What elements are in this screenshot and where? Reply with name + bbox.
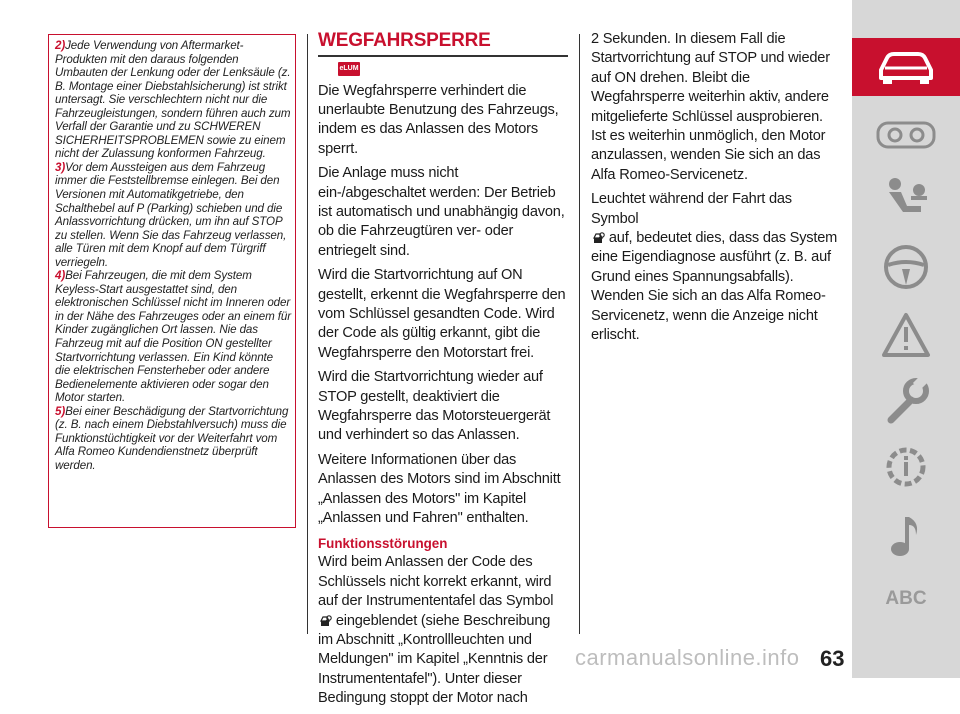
body-paragraph: Die Anlage muss nicht ein-/abgeschaltet werden: Der Betrieb ist automatisch und unabhängig davon, ob die Fahrzeugtüren ver- oder entriegelt sind. [318, 165, 565, 259]
body-paragraph: Die Wegfahrsperre verhindert die unerlaubte Benutzung des Fahrzeugs, indem es das Anlassen des Motors sperrt. [318, 82, 559, 157]
steering-wheel-icon [882, 243, 930, 291]
dashboard-icon [875, 118, 937, 152]
warning-triangle-icon [881, 312, 931, 358]
body-paragraph: Wird die Startvorrichtung auf ON gestellt, erkennt die Wegfahrsperre den vom Schlüssel gesandten Code. Wird der Code als gültig erkannt, gibt die Wegfahrsperre den Motorstart frei. [318, 267, 566, 361]
body-paragraph: Weitere Informationen über das Anlassen des Motors sind im Abschnitt „Anlassen des Motors" im Kapitel „Anlassen und Fahren" enthalten. [318, 451, 561, 527]
body-paragraph: 2 Sekunden. In diesem Fall die Startvorrichtung auf STOP und wieder auf ON drehen. Bleibt die Wegfahrsperre weiterhin aktiv, andere mitgelieferte Schlüssel ausprobieren. Ist es weiterhin unmöglich, den Motor anzulassen, wenden Sie sich an das Alfa Romeo-Servicenetz. [591, 31, 830, 183]
section-title: WEGFAHRSPERRE [318, 30, 491, 51]
body-paragraph: Leuchtet während der Fahrt das Symbol auf, bedeutet dies, dass das System eine Eigendiagnose ausführt (z. B. auf Grund eines Spannungsabfalls). Wenden Sie sich an das Alfa Romeo-Servicenetz, wenn die Anzeige nicht erlischt. [591, 191, 838, 344]
subheading: Funktionsstörungen [318, 536, 448, 552]
sidebar-item-technical-data[interactable] [852, 438, 960, 496]
immobilizer-warning-icon [591, 231, 605, 244]
section-column [318, 30, 568, 714]
sidebar-item-dashboard[interactable] [852, 106, 960, 164]
elum-badge-label: eLUM [338, 62, 360, 76]
abc-index-label: ABC [885, 588, 927, 609]
music-note-icon [886, 511, 926, 559]
sidebar-item-steering[interactable] [852, 238, 960, 296]
sidebar-item-maintenance[interactable] [852, 372, 960, 430]
sidebar-item-car[interactable] [852, 38, 960, 96]
sidebar-item-safety[interactable] [852, 170, 960, 228]
note-item: 4)Bei Fahrzeugen, die mit dem System Keyless-Start ausgestattet sind, den elektronischen Schlüssel nicht im Inneren oder in der Nähe des Fahrzeuges oder an einem für Kinder zugänglichen Ort lassen. Nie das Fahrzeug mit auf die Position ON gestellter Startvorrichtung verlassen. Ein Kind könnte die elektrischen Fensterheber oder andere Bedienelemente aktivieren oder sogar den Motor starten. [55, 269, 291, 405]
chapter-sidebar [852, 0, 960, 678]
column-divider [307, 34, 308, 634]
column-divider [579, 34, 580, 634]
immobilizer-warning-icon [318, 614, 332, 627]
sidebar-item-warnings[interactable] [852, 306, 960, 364]
body-paragraph: Wird beim Anlassen der Code des Schlüssels nicht korrekt erkannt, wird auf der Instrumententafel das Symbol eingeblendet (siehe Beschreibung im Abschnitt „Kontrollleuchten und Meldungen" im Kapitel „Kenntnis der Instrumententafel"). Unter dieser Bedingung stoppt der Motor nach [318, 554, 554, 707]
sidebar-item-multimedia[interactable] [852, 506, 960, 564]
note-item: 2)Jede Verwendung von Aftermarket-Produkten mit den daraus folgenden Umbauten der Lenkung oder der Lenksäule (z. B. Montage einer Diebstahlsicherung) ist strikt untersagt. Sie verschlechtern nicht nur die Fahrzeugleistungen, sondern führen auch zum Verfall der Garantie und zu SCHWEREN SICHERHEITSPROBLEMEN sowie zu einem nicht der Zulassung konformen Fahrzeug. [55, 39, 291, 161]
seat-safety-icon [881, 174, 931, 224]
body-paragraph: Wird die Startvorrichtung wieder auf STOP gestellt, deaktiviert die Wegfahrsperre das Motorsteuergerät und verhindert so das Anlassen. [318, 369, 551, 444]
page-number: 63 [820, 646, 845, 671]
watermark: carmanualsonline.info [575, 645, 800, 670]
car-icon [875, 48, 937, 86]
elum-badge[interactable] [318, 57, 568, 76]
sidebar-item-index[interactable] [852, 570, 960, 628]
notes-box [48, 34, 296, 528]
info-gear-icon [881, 442, 931, 492]
note-item: 5)Bei einer Beschädigung der Startvorrichtung (z. B. nach einem Diebstahlversuch) muss die Funktionstüchtigkeit vor der Weiterfahrt vom Alfa Romeo Kundendienstnetz überprüft werden. [55, 404, 289, 472]
wrench-icon [881, 376, 931, 426]
continued-column [591, 30, 841, 351]
note-item: 3)Vor dem Aussteigen aus dem Fahrzeug immer die Feststellbremse einlegen. Bei den Versionen mit Automatikgetriebe, den Schalthebel auf P (Parking) schieben und die Anlassvorrichtung drücken, um ihn auf STOP zu stellen. Wenn Sie das Fahrzeug verlassen, alle Türen mit dem Knopf auf dem Türgriff verriegeln. [55, 160, 287, 269]
